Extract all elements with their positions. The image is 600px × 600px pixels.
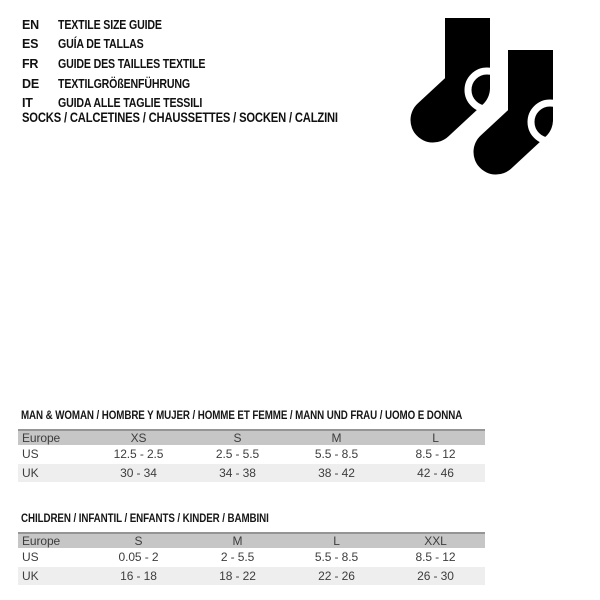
language-list [22, 15, 231, 113]
language-row-fr [22, 54, 231, 74]
size-value: 34 - 38 [219, 466, 256, 480]
column-header-xxl: XXL [424, 534, 447, 548]
size-value: 2 - 5.5 [220, 550, 255, 564]
lang-code: ES [22, 37, 39, 52]
lang-label: GUIDA ALLE TAGLIE TESSILI [58, 96, 203, 111]
sock-left-icon [433, 18, 506, 120]
category-title: SOCKS / CALCETINES / CHAUSSETTES / SOCKEN / CALZINI [22, 110, 338, 125]
socks-icon [400, 8, 575, 188]
language-row-de [22, 74, 231, 94]
lang-label: GUÍA DE TALLAS [58, 37, 144, 52]
column-header-europe: Europe [22, 534, 61, 548]
size-value: 8.5 - 12 [415, 447, 456, 461]
adult-table-title: MAN & WOMAN / HOMBRE Y MUJER / HOMME ET FEMME / MANN UND FRAU / UOMO E DONNA [21, 410, 463, 422]
lang-label: TEXTILE SIZE GUIDE [58, 17, 162, 32]
adult-size-table [18, 429, 485, 482]
column-header-m: M [232, 534, 243, 548]
children-table-title: CHILDREN / INFANTIL / ENFANTS / KINDER / BAMBINI [21, 513, 269, 525]
size-value: 30 - 34 [120, 466, 157, 480]
row-label: US [22, 447, 39, 461]
lang-code: IT [22, 96, 33, 111]
children-table-header-row [18, 532, 485, 548]
size-value: 38 - 42 [318, 466, 355, 480]
column-header-l: L [333, 534, 340, 548]
table-row-us [18, 548, 485, 567]
language-row-en [22, 15, 231, 35]
size-value: 18 - 22 [219, 569, 256, 583]
row-label: UK [22, 569, 39, 583]
size-value: 2.5 - 5.5 [215, 447, 260, 461]
table-row-uk [18, 464, 485, 482]
column-header-m: M [331, 431, 342, 445]
table-row-uk [18, 567, 485, 585]
size-value: 5.5 - 8.5 [314, 447, 359, 461]
size-value: 42 - 46 [417, 466, 454, 480]
adult-table-header-row [18, 429, 485, 445]
size-value: 22 - 26 [318, 569, 355, 583]
column-header-europe: Europe [22, 431, 61, 445]
children-size-table [18, 532, 485, 585]
language-row-es [22, 35, 231, 55]
lang-label: TEXTILGRÖßENFÜHRUNG [58, 76, 190, 91]
size-value: 5.5 - 8.5 [314, 550, 359, 564]
column-header-l: L [432, 431, 439, 445]
size-value: 8.5 - 12 [415, 550, 456, 564]
lang-code: FR [22, 56, 39, 71]
row-label: US [22, 550, 39, 564]
table-row-us [18, 445, 485, 464]
column-header-s: S [134, 534, 143, 548]
column-header-s: S [233, 431, 242, 445]
size-value: 12.5 - 2.5 [113, 447, 164, 461]
lang-code: EN [22, 17, 39, 32]
size-value: 0.05 - 2 [118, 550, 159, 564]
row-label: UK [22, 466, 39, 480]
lang-label: GUIDE DES TAILLES TEXTILE [58, 56, 206, 71]
lang-code: DE [22, 76, 39, 91]
sock-right-icon [496, 50, 569, 152]
size-value: 16 - 18 [120, 569, 157, 583]
column-header-xs: XS [130, 431, 147, 445]
size-value: 26 - 30 [417, 569, 454, 583]
